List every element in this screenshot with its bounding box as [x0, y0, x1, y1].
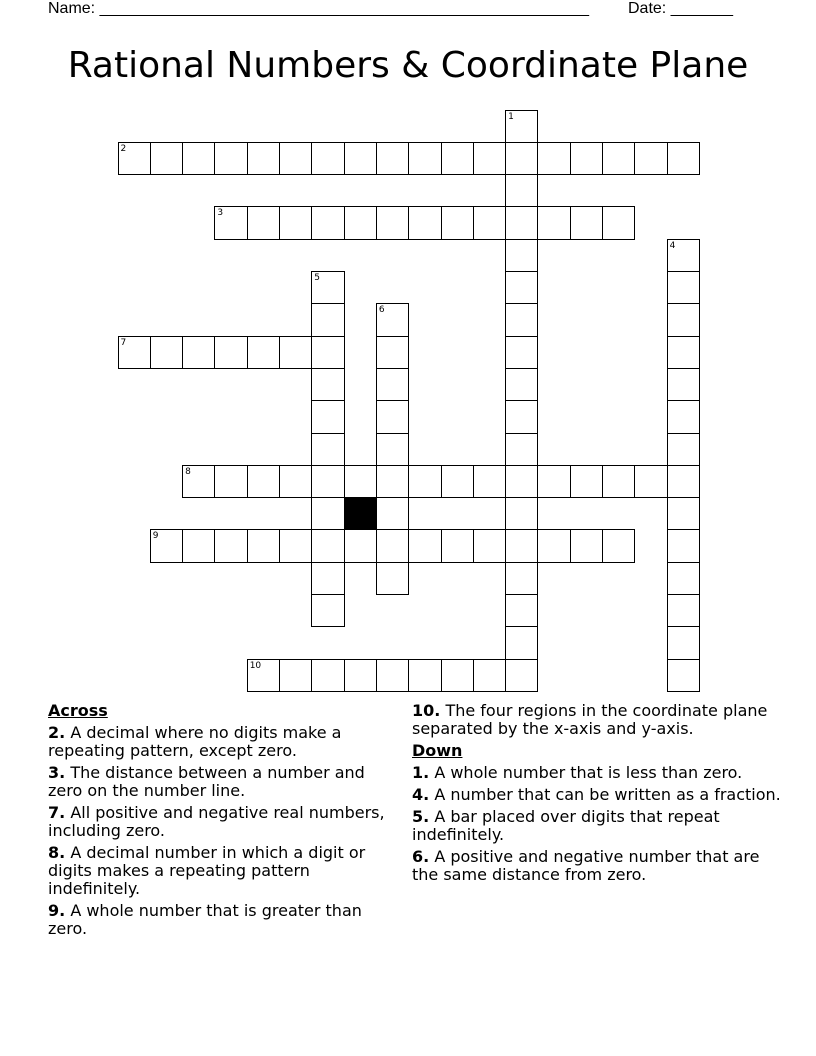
grid-cell[interactable]: [505, 433, 538, 466]
grid-cell[interactable]: [667, 659, 700, 692]
date-field[interactable]: Date: _______: [628, 0, 733, 17]
grid-cell[interactable]: [376, 529, 409, 562]
clue-number: 9.: [48, 901, 66, 920]
page-title: Rational Numbers & Coordinate Plane: [67, 45, 749, 86]
grid-cell[interactable]: [570, 465, 603, 498]
cell-number: 10: [249, 660, 262, 671]
grid-cell[interactable]: [311, 465, 344, 498]
grid-cell[interactable]: [311, 433, 344, 466]
grid-cell[interactable]: [505, 206, 538, 239]
grid-cell[interactable]: [311, 271, 344, 304]
grid-cell[interactable]: [667, 303, 700, 336]
grid-cell[interactable]: [505, 594, 538, 627]
grid-cell[interactable]: [667, 529, 700, 562]
grid-cell[interactable]: [247, 206, 280, 239]
grid-cell[interactable]: [602, 206, 635, 239]
cell-number: 5: [314, 273, 321, 283]
clue-number: 8.: [48, 843, 66, 862]
grid-cell[interactable]: [214, 529, 247, 562]
grid-cell[interactable]: [150, 336, 183, 369]
clue-text: A positive and negative number that are the same distance from zero.: [412, 847, 760, 884]
grid-cell[interactable]: [182, 336, 215, 369]
grid-cell[interactable]: [505, 626, 538, 659]
grid-cell[interactable]: [344, 465, 377, 498]
grid-cell[interactable]: [473, 206, 506, 239]
grid-cell[interactable]: [279, 336, 312, 369]
grid-cell[interactable]: [667, 626, 700, 659]
clue-number: 6.: [412, 847, 430, 866]
grid-cell[interactable]: [408, 529, 441, 562]
grid-cell[interactable]: [118, 336, 151, 369]
grid-cell[interactable]: [537, 529, 570, 562]
down-clue-1: [412, 764, 782, 782]
clue-text: A whole number that is less than zero.: [434, 763, 743, 782]
grid-cell[interactable]: [570, 529, 603, 562]
grid-cell[interactable]: [667, 271, 700, 304]
grid-cell[interactable]: [441, 206, 474, 239]
grid-cell[interactable]: [505, 336, 538, 369]
grid-cell[interactable]: [376, 142, 409, 175]
grid-cell[interactable]: [441, 529, 474, 562]
clues-right-column: [412, 702, 782, 888]
cell-number: 4: [669, 240, 676, 251]
grid-cell[interactable]: [376, 336, 409, 369]
grid-cell[interactable]: [376, 562, 409, 595]
cell-number: 9: [152, 531, 159, 542]
grid-cell[interactable]: [473, 659, 506, 692]
clue-text: A bar placed over digits that repeat indefinitely.: [412, 807, 720, 844]
grid-cell[interactable]: [667, 336, 700, 369]
clue-text: A number that can be written as a fraction.: [434, 785, 781, 804]
across-clue-10: [412, 702, 782, 738]
grid-cell[interactable]: [505, 562, 538, 595]
grid-cell[interactable]: [279, 206, 312, 239]
grid-cell[interactable]: [441, 142, 474, 175]
grid-cell[interactable]: [311, 529, 344, 562]
name-field[interactable]: Name: _______________________________________________________: [48, 0, 589, 17]
down-clue-5: [412, 808, 782, 844]
grid-cell[interactable]: [214, 336, 247, 369]
grid-cell[interactable]: [376, 368, 409, 401]
grid-cell[interactable]: [279, 529, 312, 562]
grid-cell[interactable]: [376, 659, 409, 692]
cell-number: 7: [120, 337, 127, 348]
clue-text: A whole number that is greater than zero.: [48, 901, 362, 938]
grid-cell[interactable]: [376, 303, 409, 336]
grid-cell[interactable]: [247, 142, 280, 175]
clue-number: 1.: [412, 763, 430, 782]
clue-number: 3.: [48, 763, 66, 782]
grid-cell[interactable]: [311, 497, 344, 530]
clue-number: 5.: [412, 807, 430, 826]
grid-cell[interactable]: [505, 497, 538, 530]
cell-number: 6: [378, 305, 385, 316]
grid-cell[interactable]: [118, 142, 151, 175]
grid-cell[interactable]: [376, 465, 409, 498]
clue-text: The four regions in the coordinate plane separated by the x-axis and y-axis.: [412, 701, 768, 738]
clue-text: The distance between a number and zero on the number line.: [48, 763, 365, 800]
grid-cell[interactable]: [214, 142, 247, 175]
clue-text: All positive and negative real numbers, including zero.: [48, 803, 385, 840]
grid-cell[interactable]: [667, 239, 700, 272]
grid-cell[interactable]: [279, 465, 312, 498]
grid-cell[interactable]: [505, 368, 538, 401]
grid-cell[interactable]: [376, 433, 409, 466]
grid-cell[interactable]: [279, 142, 312, 175]
grid-cell[interactable]: [182, 529, 215, 562]
grid-cell[interactable]: [537, 142, 570, 175]
grid-cell[interactable]: [441, 659, 474, 692]
grid-cell[interactable]: [344, 659, 377, 692]
grid-cell[interactable]: [150, 142, 183, 175]
grid-cell[interactable]: [376, 497, 409, 530]
grid-cell[interactable]: [311, 303, 344, 336]
grid-cell[interactable]: [441, 465, 474, 498]
grid-cell[interactable]: [634, 465, 667, 498]
across-heading: Across: [48, 701, 108, 720]
grid-cell[interactable]: [311, 659, 344, 692]
clue-number: 10.: [412, 701, 441, 720]
grid-cell[interactable]: [570, 206, 603, 239]
across-clue-3: [48, 764, 398, 800]
grid-cell[interactable]: [408, 465, 441, 498]
grid-cell[interactable]: [473, 142, 506, 175]
across-clue-9: [48, 902, 398, 938]
grid-cell[interactable]: [667, 142, 700, 175]
grid-cell[interactable]: [150, 529, 183, 562]
grid-cell[interactable]: [667, 400, 700, 433]
cell-number: 8: [185, 466, 191, 477]
down-clue-4: [412, 786, 782, 804]
cell-number: 1: [508, 111, 514, 122]
grid-cell[interactable]: [376, 400, 409, 433]
grid-cell[interactable]: [473, 465, 506, 498]
grid-cell[interactable]: [376, 206, 409, 239]
clue-number: 4.: [412, 785, 430, 804]
grid-cell[interactable]: [667, 562, 700, 595]
grid-cell[interactable]: [311, 594, 344, 627]
grid-cell[interactable]: [279, 659, 312, 692]
grid-cell[interactable]: [505, 303, 538, 336]
grid-cell[interactable]: [344, 529, 377, 562]
grid-cell[interactable]: [247, 659, 280, 692]
grid-cell[interactable]: [344, 142, 377, 175]
grid-cell[interactable]: [247, 529, 280, 562]
grid-cell[interactable]: [537, 465, 570, 498]
grid-cell[interactable]: [311, 368, 344, 401]
across-clue-2: [48, 724, 398, 760]
across-clue-8: [48, 844, 398, 898]
grid-cell[interactable]: [408, 659, 441, 692]
grid-cell[interactable]: [667, 594, 700, 627]
grid-cell[interactable]: [634, 142, 667, 175]
grid-cell[interactable]: [214, 206, 247, 239]
grid-cell[interactable]: [537, 206, 570, 239]
grid-cell[interactable]: [311, 206, 344, 239]
grid-cell[interactable]: [505, 239, 538, 272]
grid-cell[interactable]: [505, 659, 538, 692]
grid-cell[interactable]: [602, 465, 635, 498]
down-clue-6: [412, 848, 782, 884]
across-clue-7: [48, 804, 398, 840]
grid-cell[interactable]: [311, 400, 344, 433]
grid-cell[interactable]: [473, 529, 506, 562]
grid-cell[interactable]: [505, 465, 538, 498]
grid-cell[interactable]: [505, 271, 538, 304]
grid-cell[interactable]: [505, 400, 538, 433]
grid-cell[interactable]: [247, 465, 280, 498]
grid-cell[interactable]: [344, 206, 377, 239]
grid-cell[interactable]: [408, 142, 441, 175]
cell-number: 2: [120, 143, 127, 154]
clue-text: A decimal number in which a digit or digits makes a repeating pattern indefinitely.: [48, 843, 366, 898]
grid-cell[interactable]: [247, 336, 280, 369]
down-heading: Down: [412, 741, 463, 760]
grid-cell[interactable]: [505, 110, 538, 143]
clue-number: 7.: [48, 803, 66, 822]
clue-number: 2.: [48, 723, 66, 742]
grid-cell[interactable]: [505, 529, 538, 562]
grid-cell[interactable]: [182, 465, 215, 498]
grid-cell[interactable]: [570, 142, 603, 175]
grid-cell[interactable]: [311, 142, 344, 175]
grid-cell[interactable]: [214, 465, 247, 498]
grid-cell[interactable]: [667, 433, 700, 466]
grid-cell[interactable]: [602, 529, 635, 562]
grid-cell[interactable]: [505, 142, 538, 175]
shaded-block-cell: [344, 498, 376, 530]
grid-cell[interactable]: [667, 368, 700, 401]
grid-cell[interactable]: [667, 465, 700, 498]
cell-number: 3: [217, 208, 224, 219]
clues-left-column: [48, 702, 398, 942]
grid-cell[interactable]: [311, 336, 344, 369]
grid-cell[interactable]: [667, 497, 700, 530]
grid-cell[interactable]: [505, 174, 538, 207]
grid-cell[interactable]: [182, 142, 215, 175]
grid-cell[interactable]: [408, 206, 441, 239]
grid-cell[interactable]: [311, 562, 344, 595]
grid-cell[interactable]: [602, 142, 635, 175]
clue-text: A decimal where no digits make a repeating pattern, except zero.: [48, 723, 342, 760]
